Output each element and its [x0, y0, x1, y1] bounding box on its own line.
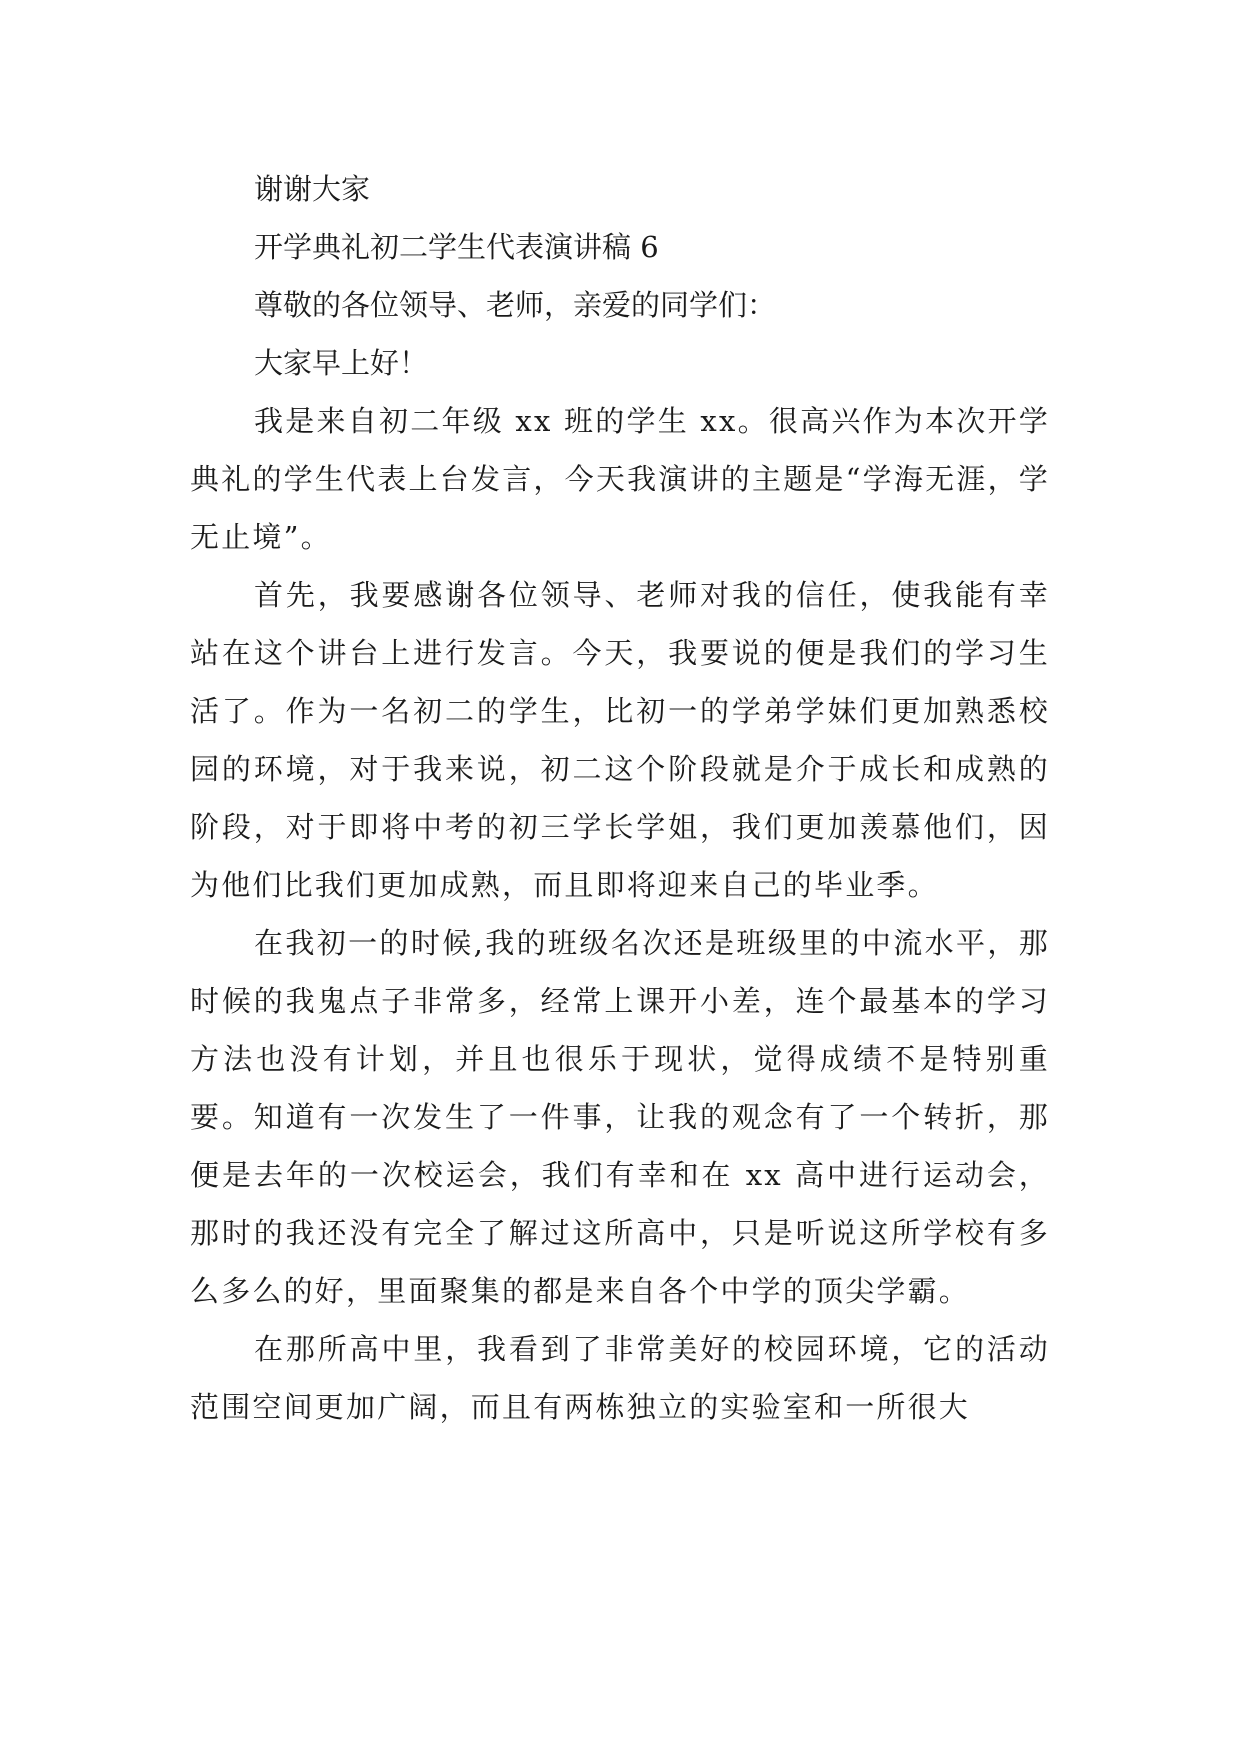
speech-title: 开学典礼初二学生代表演讲稿 6	[254, 230, 659, 264]
paragraph-thanks: 首先，我要感谢各位领导、老师对我的信任，使我能有幸站在这个讲台上进行发言。今天，我要说的便是我们的学习生活了。作为一名初二的学生，比初一的学弟学妹们更加熟悉校园的环境，对于我来说，初二这个阶段就是介于成长和成熟的阶段，对于即将中考的初三学长学姐，我们更加羡慕他们，因为他们比我们更加成熟，而且即将迎来自己的毕业季。	[190, 578, 1050, 902]
paragraph-intro: 我是来自初二年级 xx 班的学生 xx。很高兴作为本次开学典礼的学生代表上台发言，今天我演讲的主题是“学海无涯，学无止境”。	[190, 404, 1050, 554]
salutation: 尊敬的各位领导、老师，亲爱的同学们：	[254, 288, 777, 322]
document-body	[190, 160, 1050, 1436]
closing-line: 谢谢大家	[254, 172, 371, 206]
paragraph-grade-one: 在我初一的时候,我的班级名次还是班级里的中流水平，那时候的我鬼点子非常多，经常上课开小差，连个最基本的学习方法也没有计划，并且也很乐于现状，觉得成绩不是特别重要。知道有一次发生了一件事，让我的观念有了一个转折，那便是去年的一次校运会，我们有幸和在 xx 高中进行运动会，那时的我还没有完全了解过这所高中，只是听说这所学校有多么多么的好，里面聚集的都是来自各个中学的顶尖学霸。	[190, 926, 1050, 1308]
greeting: 大家早上好！	[254, 346, 429, 380]
paragraph-high-school: 在那所高中里，我看到了非常美好的校园环境，它的活动范围空间更加广阔，而且有两栋独立的实验室和一所很大	[190, 1332, 1050, 1424]
